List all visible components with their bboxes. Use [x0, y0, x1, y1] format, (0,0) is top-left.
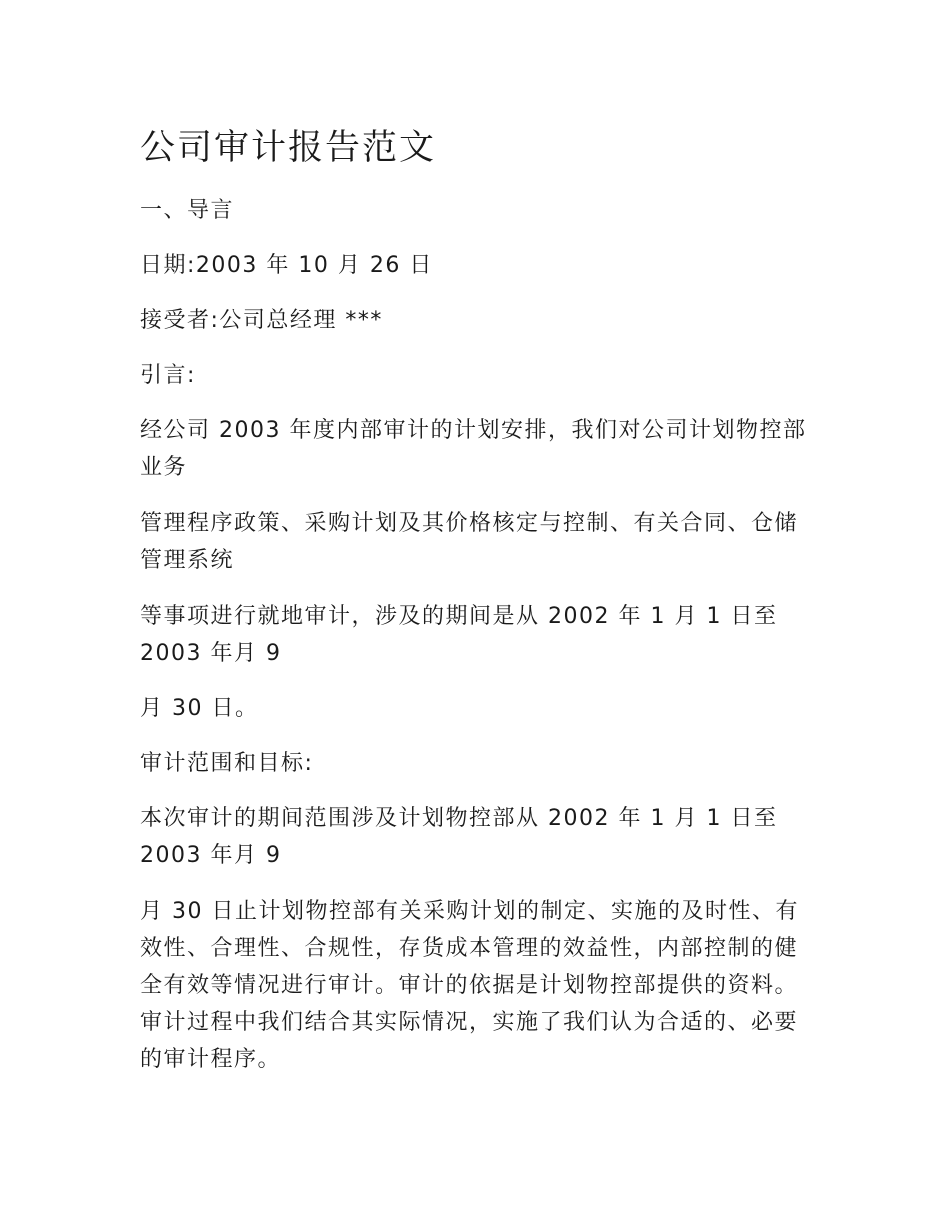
scope-heading: 审计范围和目标:	[140, 751, 314, 776]
body-paragraph: 本次审计的期间范围涉及计划物控部从 2002 年 1 月 1 日至 2003 年月 9	[140, 806, 778, 868]
body-paragraph: 月 30 日。	[140, 696, 259, 721]
date-line: 日期:2003 年 10 月 26 日	[140, 253, 433, 278]
preface-label: 引言:	[140, 363, 196, 388]
recipient-line: 接受者:公司总经理 ***	[140, 308, 383, 333]
body-paragraph: 经公司 2003 年度内部审计的计划安排，我们对公司计划物控部业务	[140, 418, 807, 480]
body-paragraph: 管理程序政策、采购计划及其价格核定与控制、有关合同、仓储管理系统	[140, 511, 799, 573]
body-paragraph: 月 30 日止计划物控部有关采购计划的制定、实施的及时性、有效性、合理性、合规性，存货成本管理的效益性，内部控制的健全有效等情况进行审计。审计的依据是计划物控部提供的资料。审计过程中我们结合其实际情况，实施了我们认为合适的、必要的审计程序。	[140, 899, 799, 1072]
page-title: 公司审计报告范文	[140, 128, 437, 168]
section-heading-introduction: 一、导言	[140, 198, 235, 223]
body-paragraph: 等事项进行就地审计，涉及的期间是从 2002 年 1 月 1 日至 2003 年月 9	[140, 604, 778, 666]
